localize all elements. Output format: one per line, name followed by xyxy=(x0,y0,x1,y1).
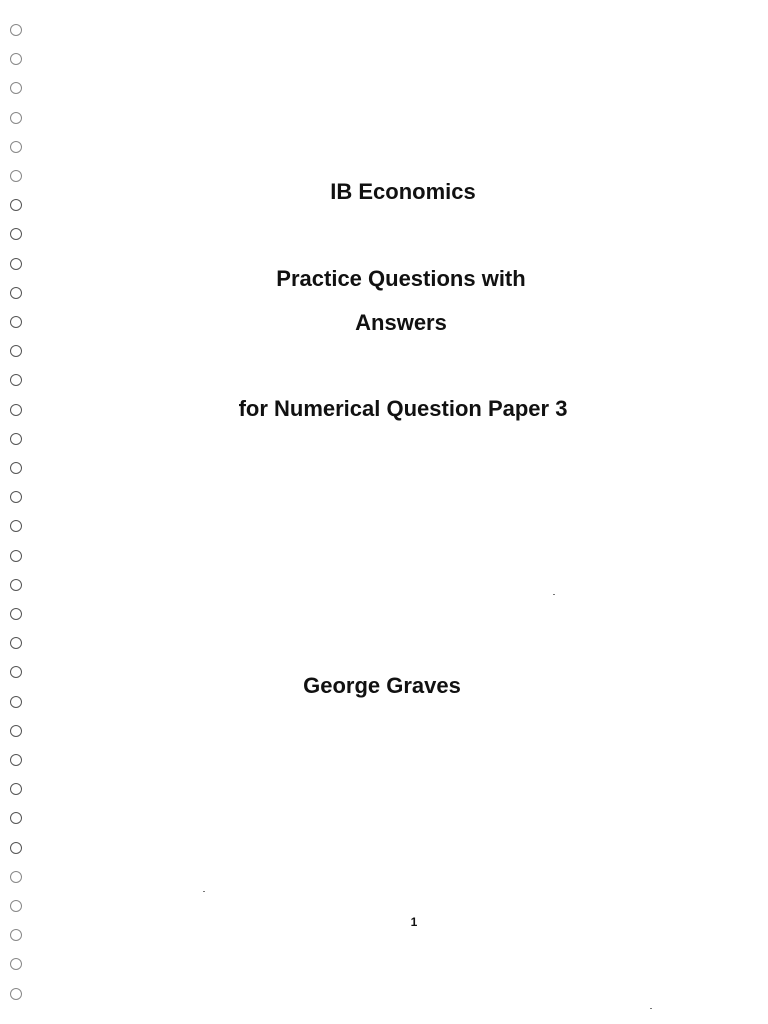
binder-hole-icon xyxy=(10,812,22,824)
binder-hole-icon xyxy=(10,783,22,795)
binder-hole-icon xyxy=(10,842,22,854)
binder-holes xyxy=(10,24,30,1014)
binder-hole-icon xyxy=(10,637,22,649)
binder-hole-icon xyxy=(10,579,22,591)
binder-hole-icon xyxy=(10,491,22,503)
scan-speck xyxy=(203,891,205,892)
binder-hole-icon xyxy=(10,900,22,912)
document-subtitle-line-3: for Numerical Question Paper 3 xyxy=(238,396,568,421)
binder-hole-icon xyxy=(10,53,22,65)
binder-hole-icon xyxy=(10,462,22,474)
document-subtitle-line-2: Answers xyxy=(355,310,447,335)
document-title: IB Economics xyxy=(330,179,476,204)
binder-hole-icon xyxy=(10,871,22,883)
binder-hole-icon xyxy=(10,345,22,357)
scan-speck xyxy=(650,1008,652,1009)
page-number: 1 xyxy=(410,915,418,929)
document-subtitle-line-1: Practice Questions with xyxy=(276,266,526,291)
document-author: George Graves xyxy=(303,673,461,698)
binder-hole-icon xyxy=(10,82,22,94)
binder-hole-icon xyxy=(10,520,22,532)
scan-speck xyxy=(553,594,555,595)
binder-hole-icon xyxy=(10,433,22,445)
binder-hole-icon xyxy=(10,24,22,36)
binder-hole-icon xyxy=(10,112,22,124)
binder-hole-icon xyxy=(10,374,22,386)
binder-hole-icon xyxy=(10,608,22,620)
binder-hole-icon xyxy=(10,550,22,562)
binder-hole-icon xyxy=(10,141,22,153)
binder-hole-icon xyxy=(10,958,22,970)
binder-hole-icon xyxy=(10,754,22,766)
binder-hole-icon xyxy=(10,988,22,1000)
binder-hole-icon xyxy=(10,929,22,941)
binder-hole-icon xyxy=(10,228,22,240)
binder-hole-icon xyxy=(10,725,22,737)
